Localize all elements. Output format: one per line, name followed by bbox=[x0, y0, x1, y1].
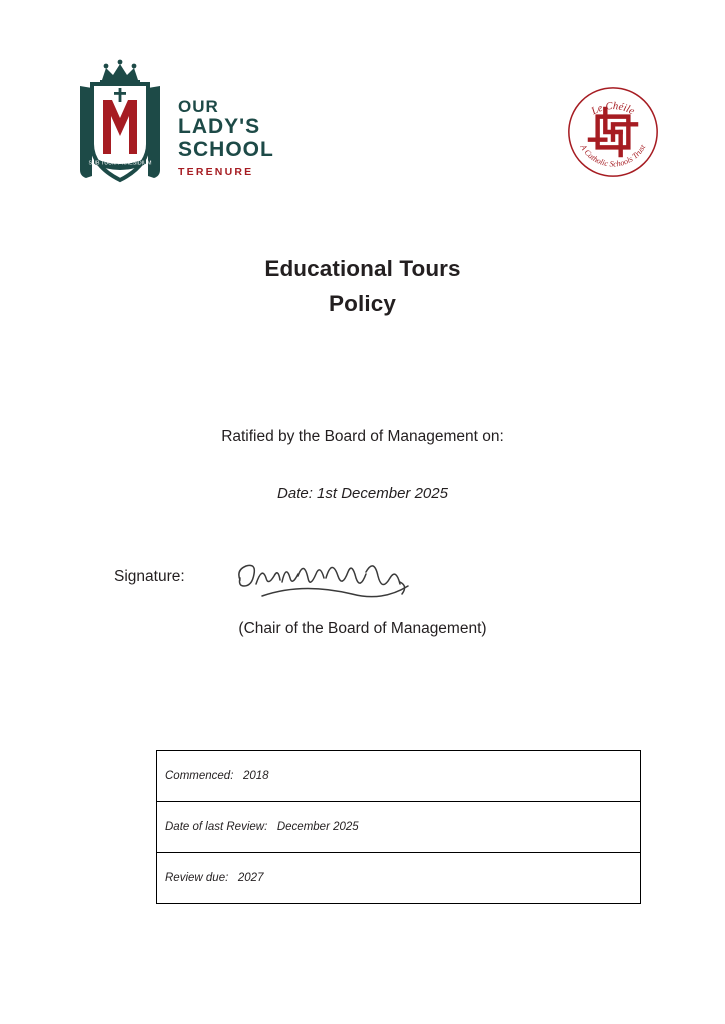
page-title-line1: Educational Tours bbox=[264, 256, 461, 281]
table-row bbox=[157, 802, 641, 853]
handwritten-signature-icon bbox=[232, 552, 422, 618]
table-cell-review-due bbox=[157, 853, 641, 904]
table-cell-last-review bbox=[157, 802, 641, 853]
school-wordmark-line3: SCHOOL bbox=[178, 138, 274, 162]
school-wordmark-location: TERENURE bbox=[178, 165, 254, 178]
le-cheile-trust-roundel-icon bbox=[565, 84, 661, 180]
ratified-date: Date: 1st December 2025 bbox=[277, 485, 448, 502]
page-title-line2: Policy bbox=[329, 290, 396, 316]
last-review-label: Date of last Review: bbox=[165, 821, 268, 833]
ratified-text: Ratified by the Board of Management on: bbox=[221, 428, 504, 445]
last-review-value: December 2025 bbox=[276, 821, 359, 833]
svg-text:Le Chéile: Le Chéile bbox=[589, 100, 637, 118]
page-title bbox=[0, 252, 725, 322]
signature-label: Signature: bbox=[114, 568, 185, 585]
review-table bbox=[156, 750, 641, 904]
table-cell-commenced bbox=[157, 751, 641, 802]
svg-text:A Catholic Schools Trust: A Catholic Schools Trust bbox=[578, 143, 648, 169]
commenced-value: 2018 bbox=[242, 770, 269, 782]
commenced-label: Commenced: bbox=[165, 770, 234, 782]
school-wordmark bbox=[178, 98, 338, 178]
table-row bbox=[157, 751, 641, 802]
school-wordmark-line2: LADY'S bbox=[178, 115, 261, 139]
document-header bbox=[0, 52, 725, 192]
our-ladys-school-crest-icon bbox=[70, 58, 170, 188]
review-due-value: 2027 bbox=[237, 872, 264, 884]
chair-caption: (Chair of the Board of Management) bbox=[238, 620, 487, 637]
school-wordmark-line1: OUR bbox=[178, 97, 219, 116]
review-due-label: Review due: bbox=[165, 872, 229, 884]
table-row bbox=[157, 853, 641, 904]
school-motto: SUB TUUM PRAESIDIUM bbox=[88, 160, 152, 167]
school-logo bbox=[70, 58, 274, 188]
